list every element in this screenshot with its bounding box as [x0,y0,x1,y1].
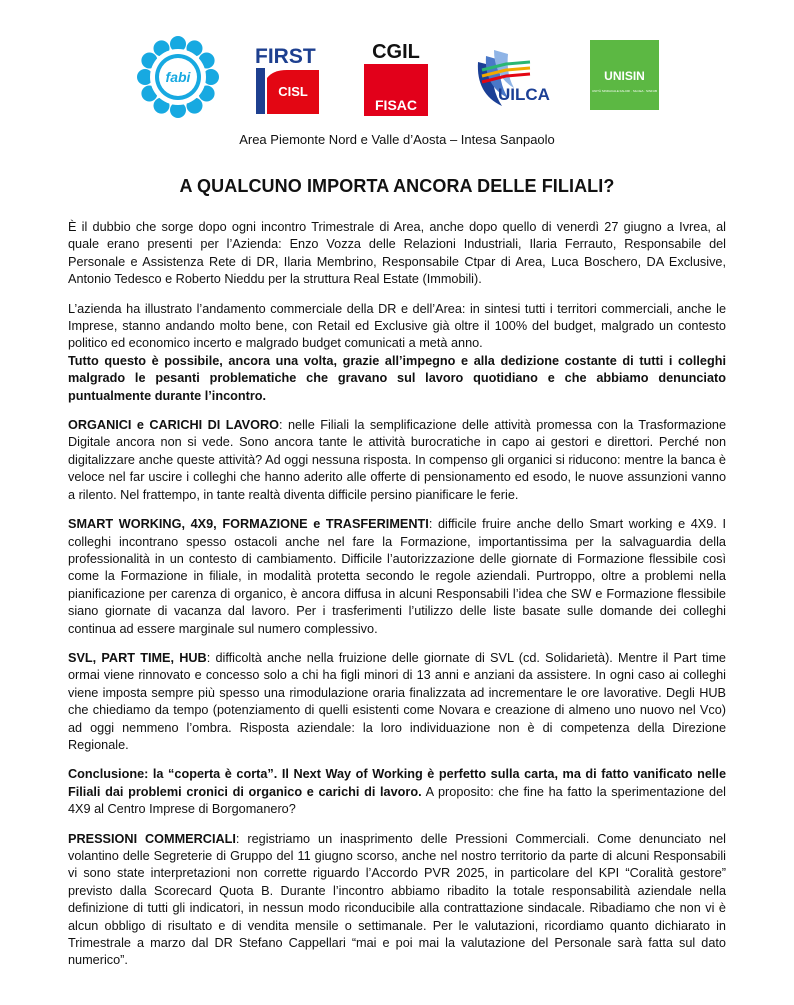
pressioni-text: : registriamo un inasprimento delle Pressioni Commerciali. Come denunciato nel volantino delle Segreterie di Gruppo del 11 giugno scorso, anche nel nostro territorio da parte di alcuni Responsabili vi sono state interpretazioni non corrette riguardo l’Accordo PVR 2025, in particolare del KPI “Coralità gestore” previsto dalla Scorecard Quota B. Durante l’incontro abbiamo ribadito la totale responsabilità aziendale nella definizione di tutti gli indicatori, in nessun modo riconducibile alla contrattazione sindacale. Ribadiamo che non vi è alcun obbligo di risultato e di vendita mensile o settimanale. Per le valutazioni, ricordiamo quanto dichiarato in Trimestrale a marzo dal DR Stefano Cappellari “mai e poi mai la valutazione del Personale sarà fatta sul dato numerico”. [68,831,726,968]
smart-working-text: : difficile fruire anche dello Smart working e 4X9. I colleghi incontrano spesso ostacoli anche nel fare la Formazione, importantissima per la salvaguardia della professionalità in un contesto di cambiamento. Difficile l’autorizzazione delle giornate di Formazione flessibile così come la Formazione in filiale, in modalità protetta secondo le regole aziendali. Purtroppo, oltre a problemi nella pianificazione per carenza di organico, è ancora diffusa in alcuni Responsabili l’idea che SW e Formazione flessibile siano giornate di vacanza dal lavoro. Per i trasferimenti l’utilizzo delle liste basate sulle domande dei colleghi continua ad essere marginale sul numero complessivo. [68,517,726,636]
organici-text: : nelle Filiali la semplificazione delle attività promessa con la Trasformazione Digitale ancora non si vede. Sono ancora tante le attività burocratiche in capo ai gestori e direttori. Perché non digitalizzare anche queste attività? Ad oggi nessuna risposta. In compenso gli organici si riducono: mentre la banca è veloce nel far uscire i colleghi che hanno aderito alle offerte di pensionamento ed esodo, le nuove assunzioni vanno a rilento. Nel frattempo, in tante realtà diventa difficile persino pianificare le ferie. [68,418,726,502]
svl-heading: SVL, PART TIME, HUB [68,650,207,665]
first-cisl-logo [253,44,321,116]
pressioni-heading: PRESSIONI COMMERCIALI [68,831,236,846]
cgil-logo-text: CGIL [372,41,420,63]
smart-working-section [68,516,726,638]
uilca-logo [472,42,554,114]
conclusion-bold: Conclusione: la “coperta è corta”. Il Next Way of Working è perfetto sulla carta, ma di fatto vanificato nelle Filiali dai problemi cronici di organico e carichi di lavoro. [68,767,726,799]
uilca-logo-text: UILCA [498,85,550,104]
conclusion-text: A proposito: che fine ha fatto la sperimentazione del 4X9 al Centro Imprese di Borgomanero? [68,784,726,817]
page-title: A QUALCUNO IMPORTA ANCORA DELLE FILIALI? [179,176,615,196]
fabi-logo [137,36,219,118]
unisin-logo [590,40,659,110]
area-subtitle: Area Piemonte Nord e Valle d’Aosta – Intesa Sanpaolo [239,132,555,147]
document-body [68,219,726,982]
union-logos [0,36,794,126]
conclusion-section [68,766,726,818]
business-paragraph: L’azienda ha illustrato l’andamento commerciale della DR e dell’Area: in sintesi tutti i territori commerciali, anche le Imprese, stanno andando molto bene, con Retail ed Exclusive già oltre il 100% del budget, malgrado un contesto politico ed economico incerto e malgrado budget comunicati a metà anno. [68,301,726,351]
fabi-logo-text: fabi [165,69,191,85]
svl-text: : difficoltà anche nella fruizione delle giornate di SVL (cd. Solidarietà). Mentre il Part time ormai viene rinnovato e concesso solo a chi ha figli minori di 13 anni e anziani da assistere. In ogni caso ai colleghi viene imposta sempre più spesso una rimodulazione oraria finalizzata ad incrementare le ore lavorative. Degli HUB che chiediamo da tempo (potenziamento di quelli esistenti come Novara e creazione di almeno uno nuovo nel Vco) ad oggi nemmeno l’ombra. Risposta aziendale: la loro individuazione non è di competenza della Direzione Regionale. [68,650,726,752]
cisl-logo-text: CISL [278,84,308,99]
unisin-logo-subtext: UNITÀ SINDACALE FALCRI · SILCEA · SINFUB [591,89,658,93]
fisac-logo-text: FISAC [375,97,417,113]
organici-section [68,417,726,504]
smart-working-heading: SMART WORKING, 4X9, FORMAZIONE e TRASFERIMENTI [68,517,429,532]
cgil-fisac-logo [362,40,430,118]
organici-heading: ORGANICI e CARICHI DI LAVORO [68,418,280,433]
svl-section [68,650,726,754]
pressioni-section [68,831,726,970]
unisin-logo-text: UNISIN [604,69,645,83]
business-emphasis: Tutto questo è possibile, ancora una volta, grazie all’impegno e alla dedizione costante di tutti i colleghi malgrado le pesanti problematiche che gravano sul lavoro quotidiano e che abbiamo denunciato puntualmente durante l’incontro. [68,353,726,403]
intro-paragraph: È il dubbio che sorge dopo ogni incontro Trimestrale di Area, anche dopo quello di venerdì 27 giugno a Ivrea, al quale erano presenti per l’Azienda: Enzo Vozza delle Relazioni Industriali, Ilaria Ferrauto, Responsabile del Personale e Assistenza Rete di DR, Ilaria Membrino, Responsabile Ctpar di Area, Luca Boschero, DA Exclusive, Antonio Tedesco e Roberto Nieddu per la struttura Real Estate (Immobili). [68,220,726,287]
first-logo-text: FIRST [255,45,316,68]
